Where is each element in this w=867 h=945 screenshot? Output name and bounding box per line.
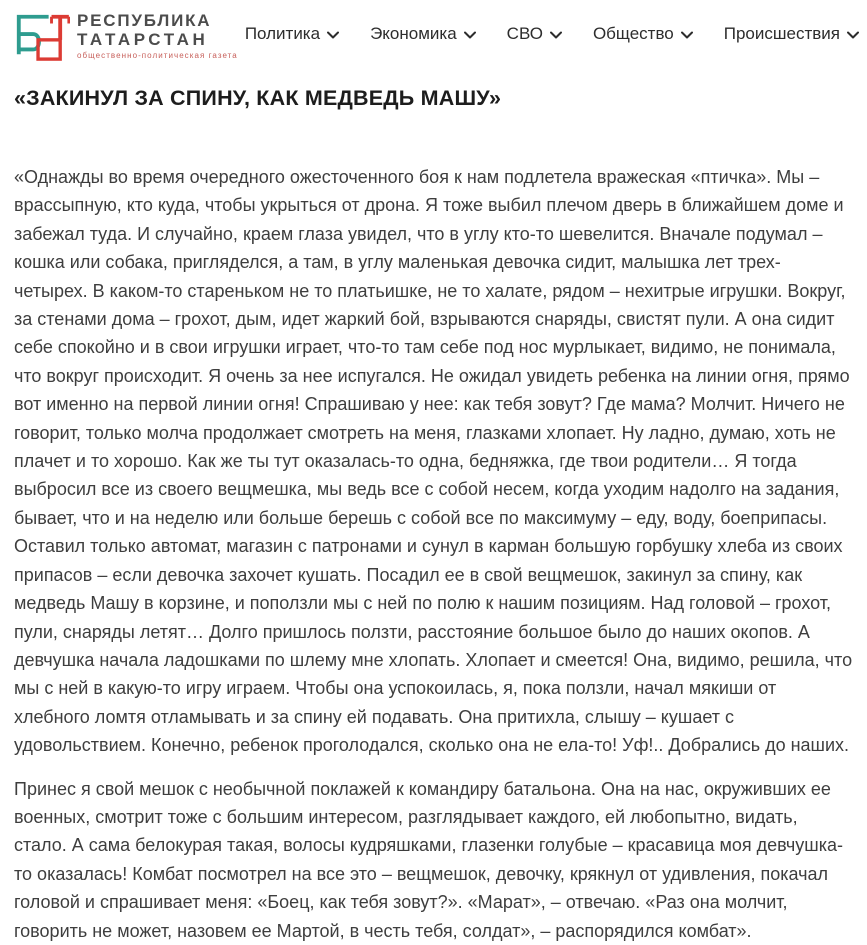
logo-subtitle: общественно-политическая газета [77,51,238,60]
nav-item-label: СВО [506,24,543,43]
chevron-down-icon [847,31,859,39]
nav-item-ekonomika[interactable] [370,24,476,44]
chevron-down-icon [327,31,339,39]
article-body [14,163,854,945]
logo-title-line1: РЕСПУБЛИКА [77,11,212,30]
nav-item-label: Общество [592,24,674,43]
chevron-down-icon [464,31,476,39]
chevron-down-icon [550,31,562,39]
nav-item-politika[interactable] [245,24,339,44]
article-paragraph: Принес я свой мешок с необычной поклажей к командиру батальона. Она на нас, окруживших ее военных, смотрит тоже с большим интересом, разглядывает каждого, ей любопытно, видать, стало. А сама белокурая такая, волосы кудряшками, глазенки голубые – красавица моя девчушка-то оказалась! Комбат посмотрел на все это – вещмешок, девочку, крякнул от удивления, покачал головой и спрашивает меня: «Боец, как тебя зовут?». «Марат», – отвечаю. «Раз она молчит, говорить не может, назовем ее Мартой, в честь тебя, солдат», – распорядился комбат». [14,778,843,941]
nav-item-label: Происшествия [723,24,840,43]
nav-item-svo[interactable] [507,24,562,44]
chevron-down-icon [681,31,693,39]
logo-text [77,11,238,60]
article-title: «ЗАКИНУЛ ЗА СПИНУ, КАК МЕДВЕДЬ МАШУ» [14,86,502,110]
logo[interactable] [8,8,238,67]
nav-item-label: Политика [244,24,321,43]
article-paragraph: «Однажды во время очередного ожесточенного боя к нам подлетела вражеская «птичка». Мы – врассыпную, кто куда, чтобы укрыться от дрона. Я тоже выбил плечом дверь в ближайшем доме и забежал туда. И случайно, краем глаза увидел, что в углу кто-то шевелится. Вначале подумал – кошка или собака, пригляделся, а там, в углу маленькая девочка сидит, малышка лет трех-четырех. В каком-то стареньком не то платьишке, не то халате, рядом – нехитрые игрушки. Вокруг, за стенами дома – грохот, дым, идет жаркий бой, взрываются снаряды, свистят пули. А она сидит себе спокойно и в свои игрушки играет, что-то там себе под нос мурлыкает, видимо, не понимала, что вокруг происходит. Я очень за нее испугался. Не ожидал увидеть ребенка на линии огня, прямо вот именно на первой линии огня! Спрашиваю у нее: как тебя зовут? Где мама? Молчит. Ничего не говорит, только молча продолжает смотреть на меня, глазками хлопает. Ну ладно, думаю, хоть не плачет и то хорошо. Как же ты тут оказалась-то одна, бедняжка, где твои родители… Я тогда выбросил все из своего вещмешка, мы ведь все с собой несем, когда уходим надолго на задания, бывает, что и на неделю или больше берешь с собой все по максимуму – еду, воду, боеприпасы. Оставил только автомат, магазин с патронами и сунул в карман большую горбушку хлеба из своих припасов – если девочка захочет кушать. Посадил ее в свой вещмешок, закинул за спину, как медведь Машу в корзине, и поползли мы с ней по полю к нашим позициям. Над головой – грохот, пули, снаряды летят… Долго пришлось ползти, расстояние большое было до наших окопов. А девчушка начала ладошками по шлему мне хлопать. Хлопает и смеется! Она, видимо, решила, что мы с ней в какую-то игру играем. Чтобы она успокоилась, я, пока ползли, начал мякиши от хлебного ломтя отламывать и за спину ей подавать. Она притихла, слышу – кушает с удовольствием. Конечно, ребенок проголодался, сколько она не ела-то! Уф!.. Добрались до наших. [14,167,853,756]
logo-title-line2: ТАТАРСТАН [77,30,209,49]
nav-item-obshchestvo[interactable] [593,24,693,44]
nav-item-proisshestviya[interactable] [724,24,859,44]
rt-logo-icon [8,10,70,67]
nav-item-label: Экономика [370,24,457,43]
site-header [0,0,867,66]
main-nav [245,8,861,44]
